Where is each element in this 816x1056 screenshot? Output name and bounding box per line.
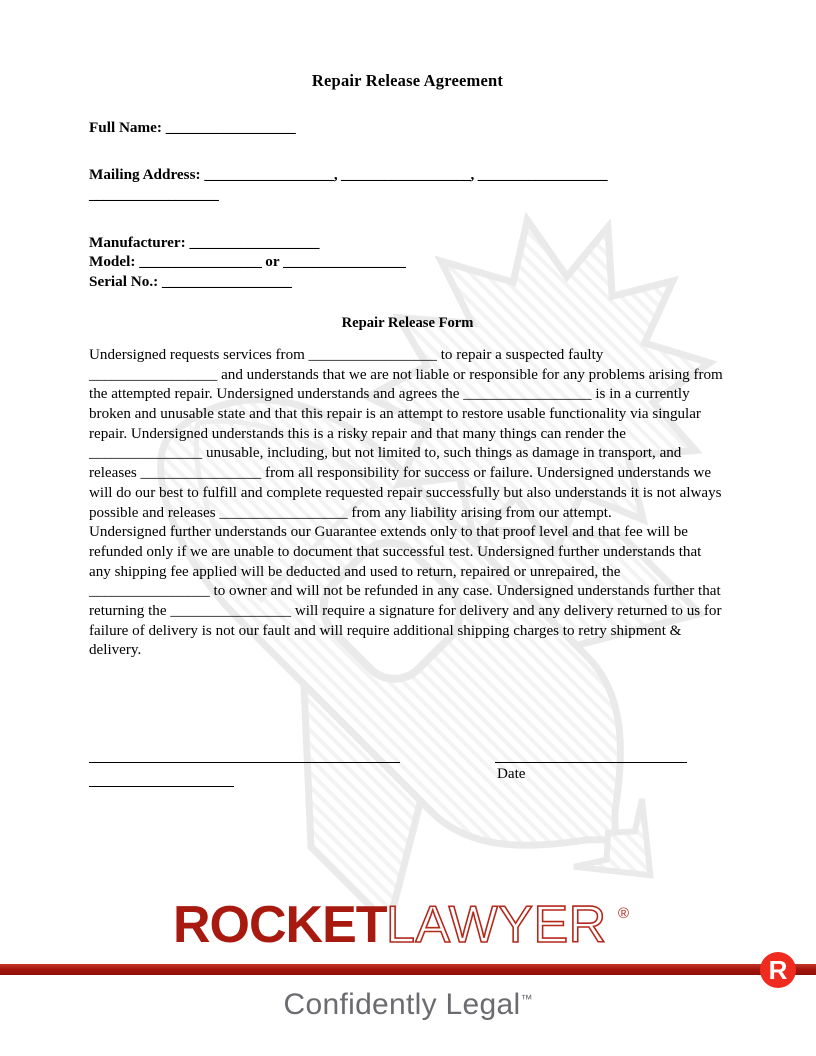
model-or-text: or (265, 253, 280, 271)
date-line[interactable] (495, 762, 687, 763)
full-name-blank[interactable]: __________________ (165, 119, 296, 136)
svg-text:ROCKET: ROCKET (173, 896, 387, 954)
manufacturer-line (89, 233, 726, 252)
footer-red-bar (0, 964, 816, 975)
mailing-address-blank-3[interactable]: __________________ (477, 166, 608, 184)
footer-tagline (0, 988, 816, 1022)
rocket-lawyer-logo (0, 896, 816, 963)
date-label: Date (497, 766, 526, 782)
mailing-address-label: Mailing Address: (89, 166, 201, 184)
agreement-paragraph-2: Undersigned further understands our Guarantee extends only to that proof level and that fee will be refunded only if we are unable to document that successful test. Undersigned further understands that any shipping fee applied will be deducted and used to return, repaired or unrepaired, the ________________ to owner and will not be refunded in any case. Undersigned understands further that returning the ________________ will require a signature for delivery and any delivery returned to us for failure of delivery is not our fault and will require additional shipping charges to retry shipment & delivery. (89, 524, 722, 659)
mailing-address-field-block (89, 165, 726, 205)
rocket-lawyer-r-badge: R (760, 952, 796, 988)
full-name-label: Full Name: (89, 119, 162, 136)
serial-number-line (89, 272, 726, 291)
trademark-mark: ™ (520, 992, 533, 1006)
agreement-body (89, 346, 726, 661)
page-title: Repair Release Agreement (311, 71, 504, 90)
mailing-address-line (89, 165, 726, 205)
manufacturer-label: Manufacturer: (89, 233, 186, 251)
mailing-address-blank-2[interactable]: __________________, (341, 166, 474, 184)
full-name-line (89, 118, 726, 138)
signature-line[interactable] (89, 762, 400, 763)
model-label: Model: (89, 253, 136, 271)
manufacturer-blank[interactable]: __________________ (189, 233, 320, 251)
svg-text:LAWYER: LAWYER (386, 896, 607, 954)
equipment-field-block (89, 233, 726, 291)
agreement-paragraph-1: Undersigned requests services from _________________ to repair a suspected faulty _________________ and understands that we are not liable or responsible for any problems arising from the attempted repair. Undersigned understands and agrees the _________________ is in a currently broken and unusable state and that this repair is an attempt to restore usable functionality via singular repair. Undersigned understands this is a risky repair and that many things can render the _______________ unusable, including, but not limited to, such things as damage in transport, and releases ________________ from all responsibility for success or failure. Undersigned understands we will do our best to fulfill and complete requested repair successfully but also understands it is not always possible and releases _________________ from any liability arising from our attempt. (89, 347, 723, 521)
svg-text:®: ® (618, 905, 630, 922)
signature-area (89, 752, 727, 782)
footer-branding (0, 896, 816, 1056)
footer-tagline-text: Confidently Legal (283, 988, 521, 1021)
signature-row (89, 752, 727, 782)
model-blank-2[interactable]: _________________ (283, 253, 406, 271)
full-name-field-block (89, 118, 726, 138)
serial-number-blank[interactable]: __________________ (161, 272, 292, 290)
model-blank-1[interactable]: _________________ (139, 253, 262, 271)
section-title: Repair Release Form (341, 315, 474, 332)
signature-line-secondary[interactable] (89, 786, 234, 787)
rocket-lawyer-logo-icon (173, 896, 643, 958)
serial-number-label: Serial No.: (89, 272, 159, 290)
model-line (89, 252, 726, 271)
mailing-address-blank-1[interactable]: __________________, (204, 166, 338, 184)
mailing-address-blank-4[interactable]: __________________ (89, 186, 219, 204)
